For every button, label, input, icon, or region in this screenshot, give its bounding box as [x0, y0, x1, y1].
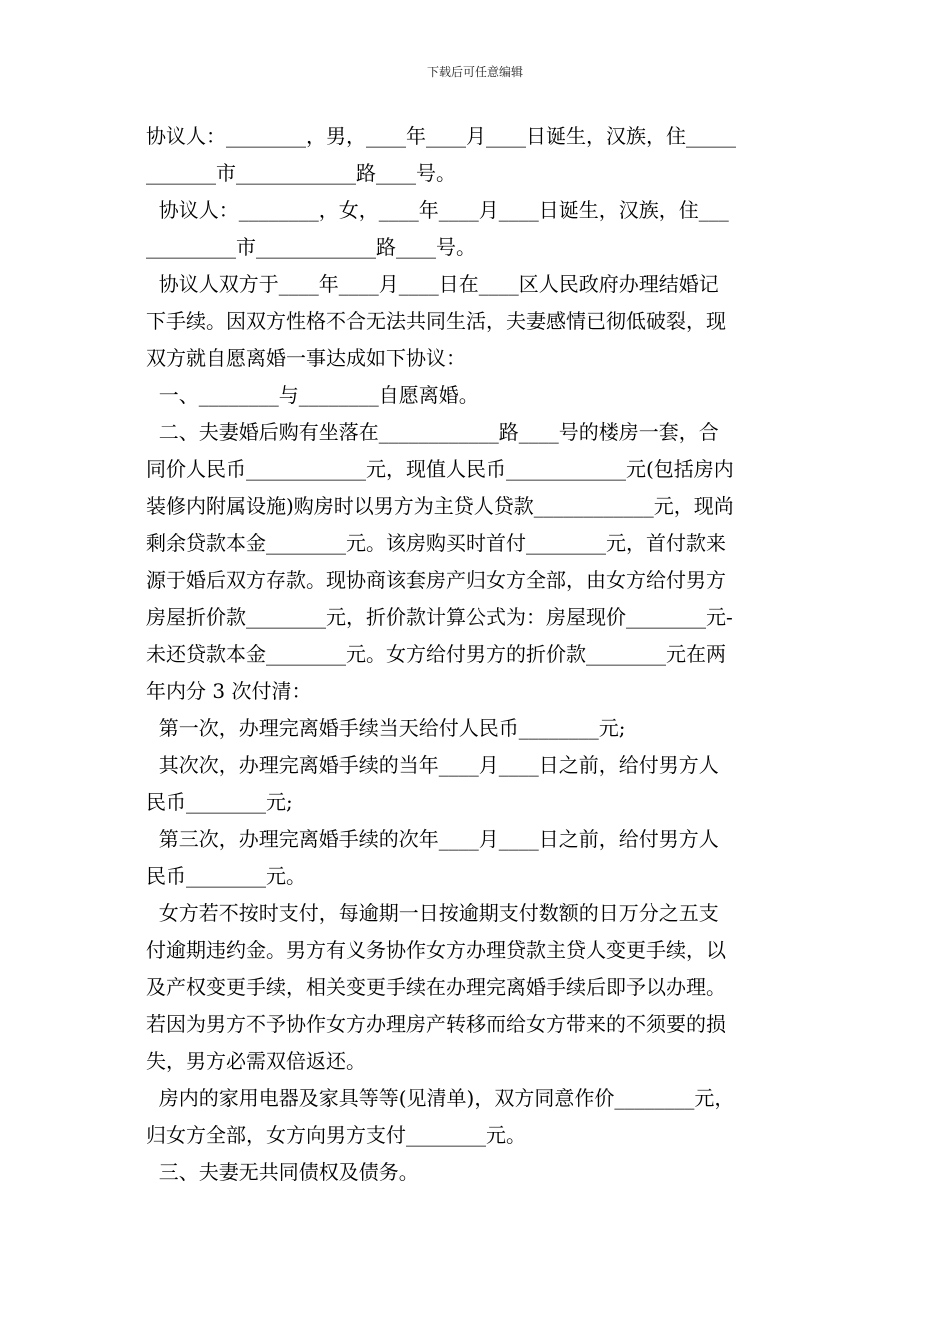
- text-line: 付逾期违约金。男方有义务协作女方办理贷款主贷人变更手续，以: [146, 938, 726, 962]
- text-line: 二、夫妻婚后购有坐落在____________路____号的楼房一套，合: [146, 420, 719, 444]
- text-line: 源于婚后双方存款。现协商该套房产归女方全部，由女方给付男方: [146, 568, 726, 592]
- text-line: 装修内附属设施)购房时以男方为主贷人贷款____________元，现尚: [146, 494, 734, 518]
- text-line: 年内分 3 次付清：: [146, 679, 312, 703]
- text-line: 房屋折价款________元，折价款计算公式为：房屋现价________元-: [146, 605, 733, 629]
- agreement-body: [146, 118, 812, 1191]
- text-line: 民币________元;: [146, 790, 293, 814]
- page-header: 下载后可任意编辑: [426, 65, 523, 79]
- text-line: 女方若不按时支付，每逾期一日按逾期支付数额的日万分之五支: [146, 901, 719, 925]
- text-line: 及产权变更手续，相关变更手续在办理完离婚手续后即予以办理。: [146, 975, 726, 999]
- text-line: 归女方全部，女方向男方支付________元。: [146, 1123, 526, 1147]
- text-line: 其次次，办理完离婚手续的当年____月____日之前，给付男方人: [146, 753, 719, 777]
- text-line: 剩余贷款本金________元。该房购买时首付________元，首付款来: [146, 531, 726, 555]
- text-line: 协议人双方于____年____月____日在____区人民政府办理结婚记: [146, 272, 719, 296]
- text-line: 一、________与________自愿离婚。: [146, 383, 479, 407]
- text-line: 三、夫妻无共同债权及债务。: [146, 1160, 419, 1184]
- text-line: _________市____________路____号。: [146, 235, 476, 259]
- text-line: 同价人民币____________元，现值人民币____________元(包括房内: [146, 457, 734, 481]
- text-line: 双方就自愿离婚一事达成如下协议：: [146, 346, 466, 370]
- text-line: 协议人：________，男，____年____月____日诞生，汉族，住_____: [146, 124, 736, 148]
- text-line: 若因为男方不予协作女方办理房产转移而给女方带来的不须要的损: [146, 1012, 726, 1036]
- text-line: 房内的家用电器及家具等等(见清单)，双方同意作价________元，: [146, 1086, 735, 1110]
- text-line: 民币________元。: [146, 864, 306, 888]
- text-line: 协议人：________，女，____年____月____日诞生，汉族，住___: [146, 198, 729, 222]
- text-line: 下手续。因双方性格不合无法共同生活，夫妻感情已彻低破裂，现: [146, 309, 726, 333]
- text-line: 第三次，办理完离婚手续的次年____月____日之前，给付男方人: [146, 827, 719, 851]
- text-line: 第一次，办理完离婚手续当天给付人民币________元;: [146, 716, 626, 740]
- text-line: 未还贷款本金________元。女方给付男方的折价款________元在两: [146, 642, 726, 666]
- text-line: _______市____________路____号。: [146, 161, 456, 185]
- text-line: 失，男方必需双倍返还。: [146, 1049, 366, 1073]
